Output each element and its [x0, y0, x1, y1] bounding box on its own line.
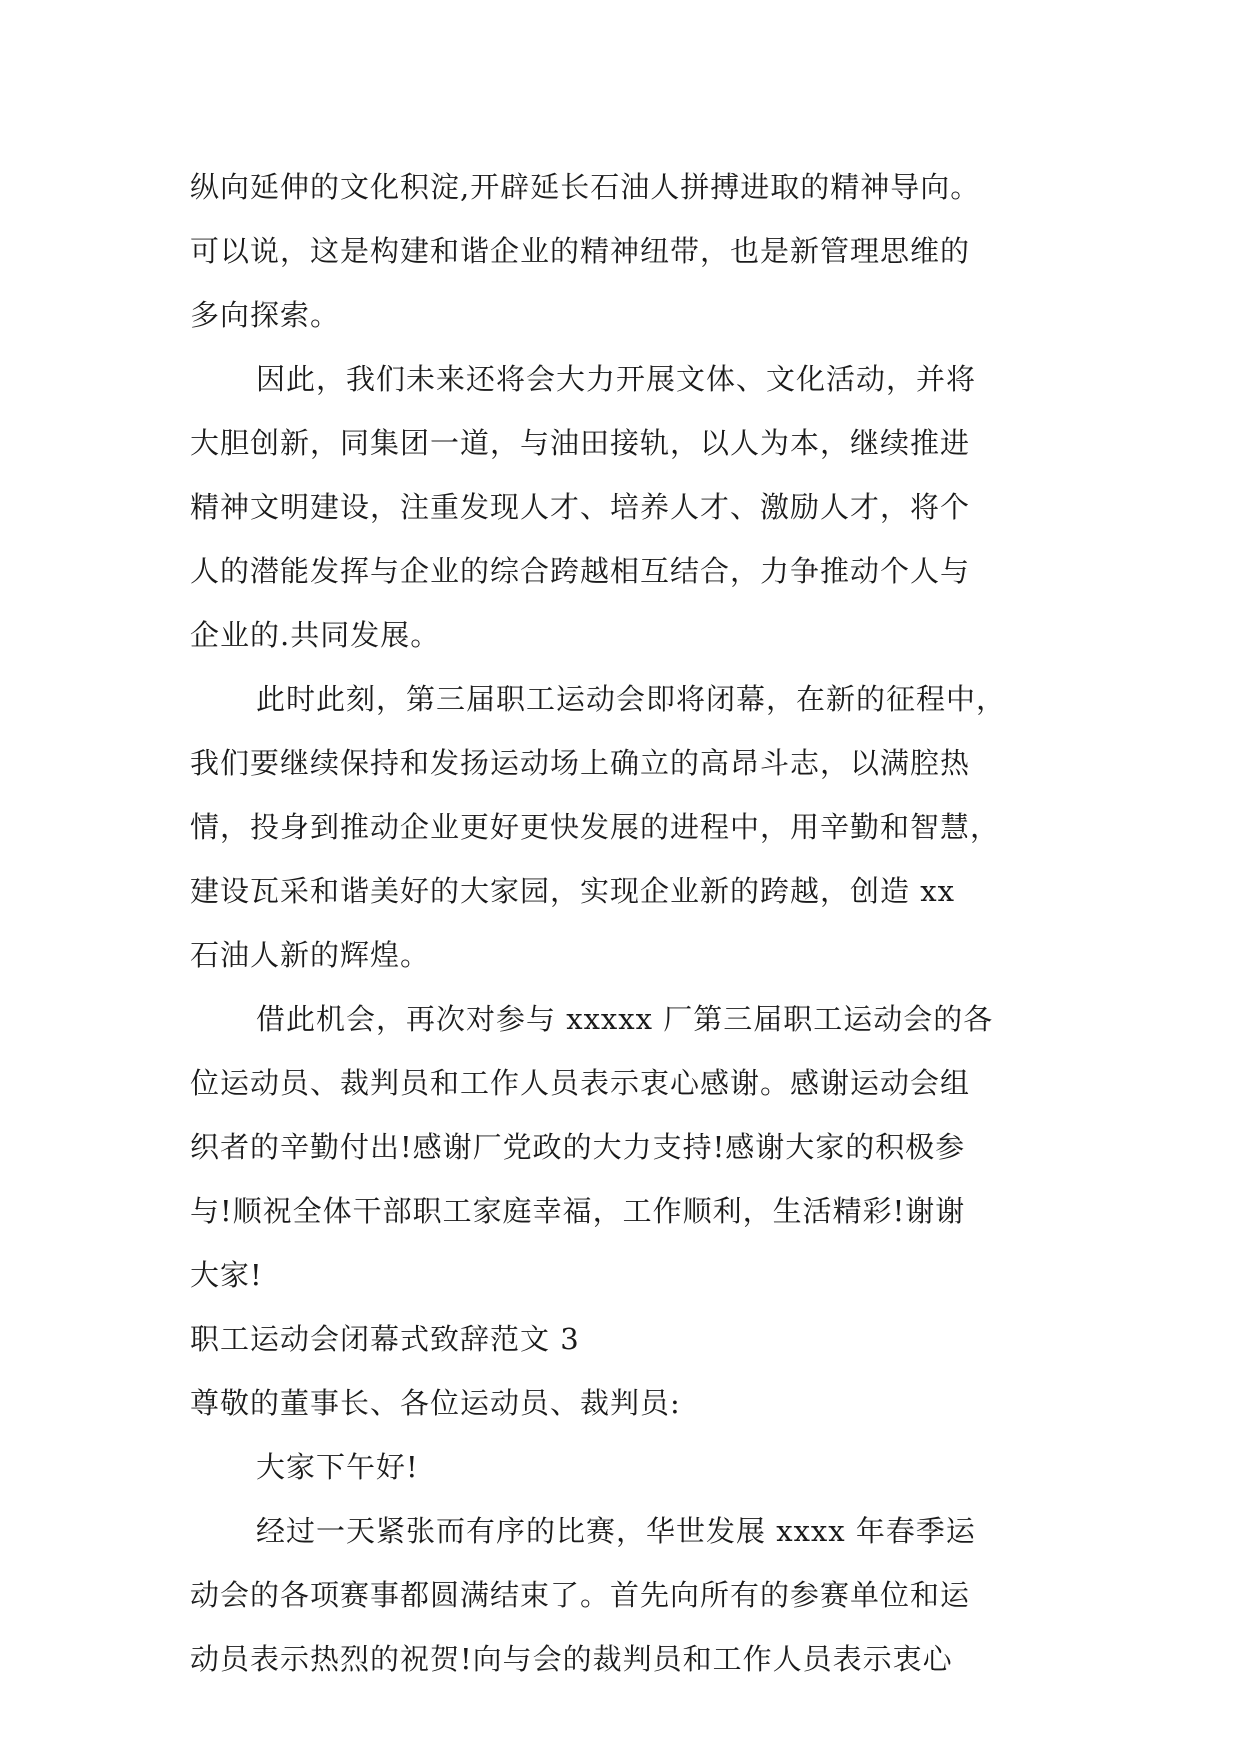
salutation-line: 尊敬的董事长、各位运动员、裁判员: [190, 1386, 681, 1420]
greeting-line: 大家下午好! [256, 1450, 419, 1484]
paragraph-start-line: 因此，我们未来还将会大力开展文体、文化活动，并将 [256, 362, 977, 396]
text-line: 石油人新的辉煌。 [190, 938, 431, 972]
text-line: 多向探索。 [190, 298, 341, 332]
text-line: 精神文明建设，注重发现人才、培养人才、激励人才，将个 [190, 490, 971, 524]
text-line: 人的潜能发挥与企业的综合跨越相互结合，力争推动个人与 [190, 554, 971, 588]
text-line: 位运动员、裁判员和工作人员表示衷心感谢。感谢运动会组 [190, 1066, 971, 1100]
text-line: 动员表示热烈的祝贺!向与会的裁判员和工作人员表示衷心 [190, 1642, 953, 1676]
section-title: 职工运动会闭幕式致辞范文 3 [190, 1322, 580, 1356]
text-line: 建设瓦采和谐美好的大家园，实现企业新的跨越，创造 xx [190, 874, 955, 908]
text-line: 大胆创新，同集团一道，与油田接轨，以人为本，继续推进 [190, 426, 971, 460]
paragraph-start-line: 此时此刻，第三届职工运动会即将闭幕，在新的征程中， [256, 682, 1007, 716]
text-line: 织者的辛勤付出!感谢厂党政的大力支持!感谢大家的积极参 [190, 1130, 966, 1164]
paragraph-start-line: 借此机会，再次对参与 xxxxx 厂第三届职工运动会的各 [256, 1002, 994, 1036]
paragraph-start-line: 经过一天紧张而有序的比赛，华世发展 xxxx 年春季运 [256, 1514, 976, 1548]
text-line: 情，投身到推动企业更好更快发展的进程中，用辛勤和智慧， [190, 810, 1001, 844]
text-line: 动会的各项赛事都圆满结束了。首先向所有的参赛单位和运 [190, 1578, 971, 1612]
text-line: 与!顺祝全体干部职工家庭幸福，工作顺利，生活精彩!谢谢 [190, 1194, 966, 1228]
text-line: 大家! [190, 1258, 263, 1292]
text-line: 我们要继续保持和发扬运动场上确立的高昂斗志，以满腔热 [190, 746, 971, 780]
text-line: 可以说，这是构建和谐企业的精神纽带，也是新管理思维的 [190, 234, 971, 268]
text-line: 纵向延伸的文化积淀,开辟延长石油人拼搏进取的精神导向。 [190, 170, 981, 204]
document-body [190, 155, 1080, 1691]
text-line: 企业的.共同发展。 [190, 618, 441, 652]
